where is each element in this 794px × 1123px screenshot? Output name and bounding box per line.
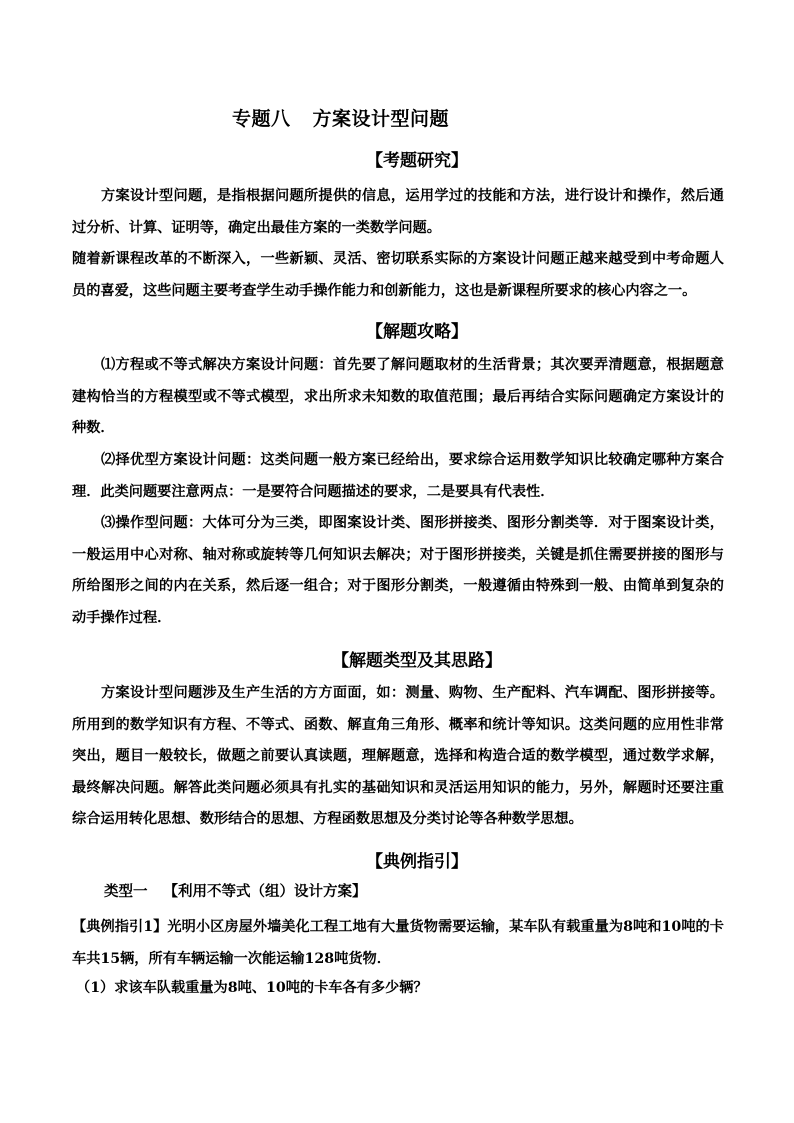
- strategy-item-3: ⑶操作型问题：大体可分为三类，即图案设计类、图形拼接类、图形分割类等．对于图案设计类，一般运用中心对称、轴对称或旋转等几何知识去解决；对于图形拼接类，关键是抓住需要拼接的图形与所给图形之间的内在关系，然后逐一组合；对于图形分割类，一般遵循由特殊到一般、由简单到复杂的动手操作过程．: [72, 515, 724, 626]
- section-heading-examples: 【典例指引】: [366, 852, 468, 872]
- example-1-text: 【典例指引1】光明小区房屋外墙美化工程工地有大量货物需要运输，某车队有载重量为8吨和10吨的卡车共15辆，所有车辆运输一次能运输128吨货物．: [72, 919, 724, 967]
- types-paragraph: 方案设计型问题涉及生产生活的方方面面，如：测量、购物、生产配料、汽车调配、图形拼接等。所用到的数学知识有方程、不等式、函数、解直角三角形、概率和统计等知识。这类问题的应用性非常突出，题目一般较长，做题之前要认真读题，理解题意，选择和构造合适的数学模型，通过数学求解，最终解决问题。解答此类问题必须具有扎实的基础知识和灵活运用知识的能力，另外，解题时还要注重综合运用转化思想、数形结合的思想、方程函数思想及分类讨论等各种数学思想。: [72, 685, 724, 827]
- type-one-title: 【利用不等式（组）设计方案】: [163, 883, 367, 900]
- research-paragraph-1: 方案设计型问题，是指根据问题所提供的信息，运用学过的技能和方法，进行设计和操作，然后通过分析、计算、证明等，确定出最佳方案的一类数学问题。: [72, 188, 724, 236]
- section-heading-research: 【考题研究】: [366, 151, 468, 171]
- type-one-label: 类型一: [104, 883, 148, 900]
- page-title: [232, 104, 449, 131]
- strategy-item-1: ⑴方程或不等式解决方案设计问题：首先要了解问题取材的生活背景；其次要弄清题意，根据题意建构恰当的方程模型或不等式模型，求出所求未知数的取值范围；最后再结合实际问题确定方案设计的种数．: [72, 357, 724, 436]
- topic-title: 方案设计型问题: [312, 108, 450, 130]
- section-heading-strategy: 【解题攻略】: [366, 322, 468, 342]
- research-paragraph-2: 随着新课程改革的不断深入，一些新颖、灵活、密切联系实际的方案设计问题正越来越受到中考命题人员的喜爱，这些问题主要考查学生动手操作能力和创新能力，这也是新课程所要求的核心内容之一。: [72, 251, 724, 299]
- example-1-question-1: （1）求该车队载重量为8吨、10吨的卡车各有多少辆？: [76, 980, 428, 996]
- topic-label: 专题八: [232, 108, 291, 130]
- strategy-item-2: ⑵择优型方案设计问题：这类问题一般方案已经给出，要求综合运用数学知识比较确定哪种方案合理．此类问题要注意两点：一是要符合问题描述的要求，二是要具有代表性．: [72, 452, 724, 500]
- section-heading-types: 【解题类型及其思路】: [332, 651, 502, 671]
- type-one-heading: [104, 880, 367, 901]
